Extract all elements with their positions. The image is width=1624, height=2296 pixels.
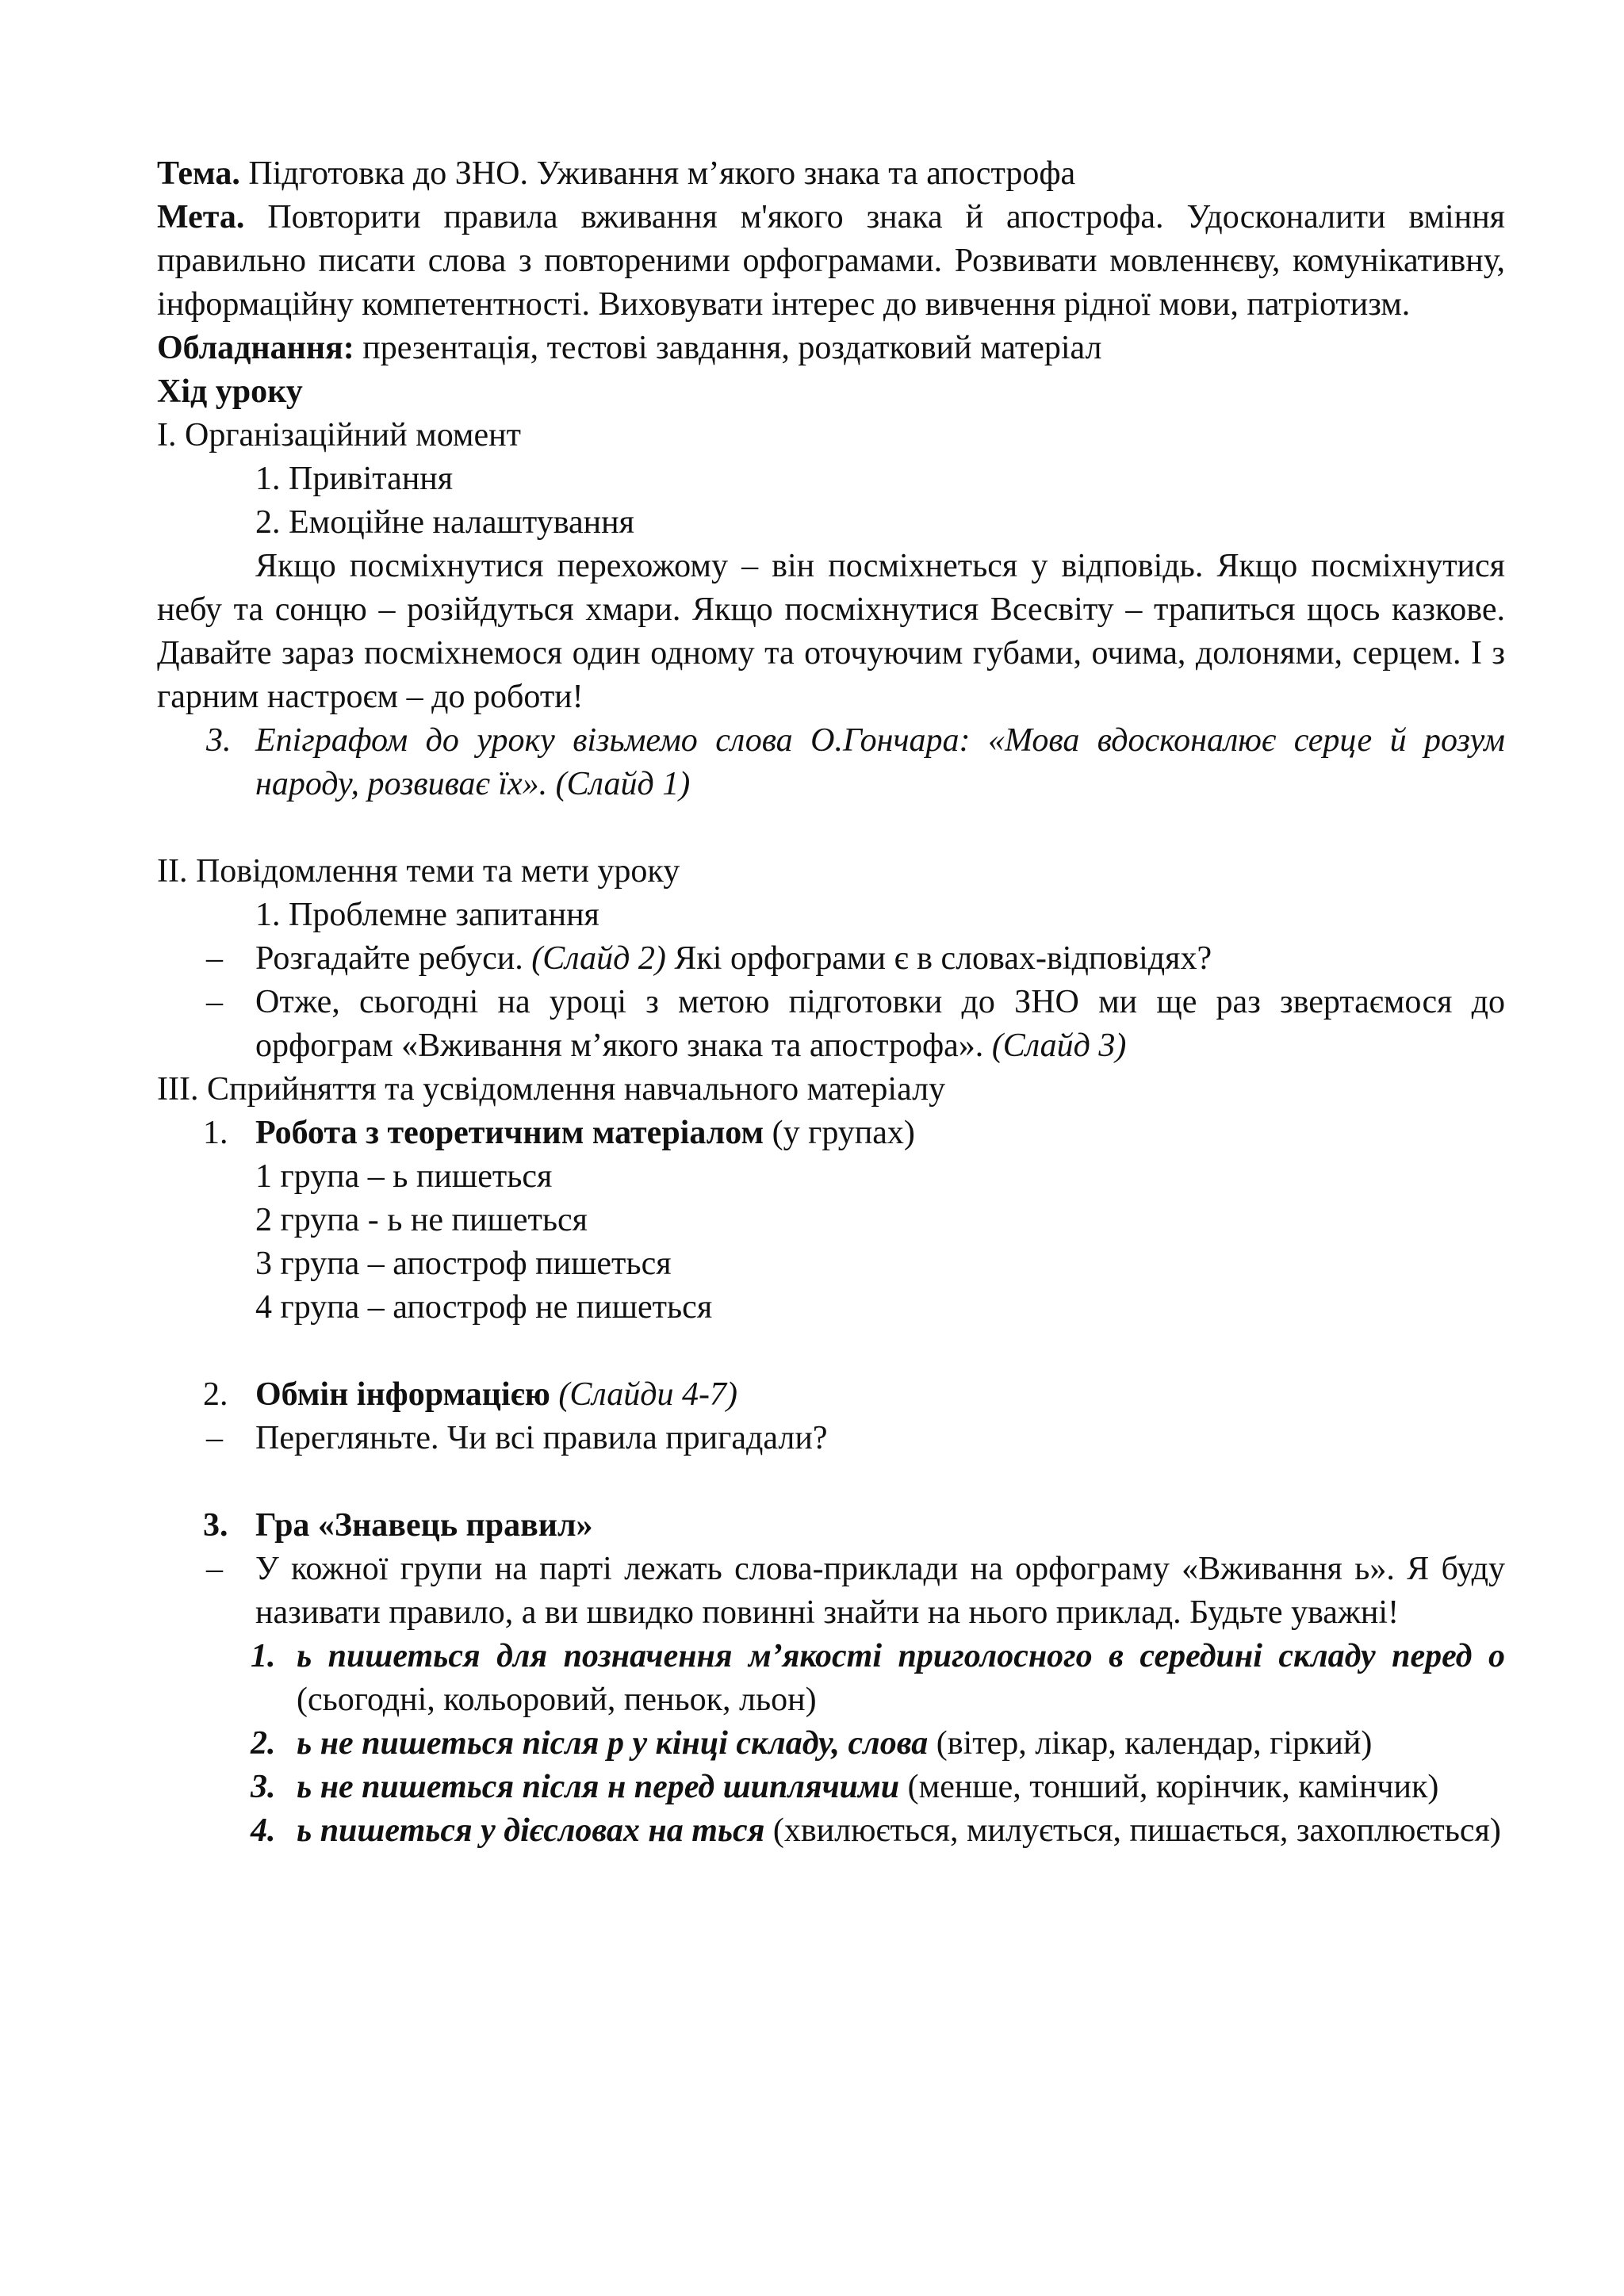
item-title: Обмін інформацією bbox=[255, 1376, 550, 1413]
item-number: 2. bbox=[203, 1376, 228, 1413]
item-note: (у групах) bbox=[764, 1115, 915, 1151]
dash-marker: – bbox=[206, 940, 223, 977]
rule-examples: (вітер, лікар, календар, гіркий) bbox=[928, 1725, 1373, 1762]
topic-line bbox=[157, 152, 1505, 196]
section-1-item-1: 1. Привітання bbox=[255, 461, 454, 497]
section-3-dash-item-1 bbox=[157, 1417, 1505, 1460]
item-number: 2. bbox=[251, 1725, 276, 1762]
slide-ref: (Слайди 4-7) bbox=[550, 1376, 737, 1413]
rule-text: ь не пишеться після н перед шиплячими bbox=[297, 1769, 900, 1805]
rule-text: ь не пишеться після р у кінці складу, слова bbox=[297, 1725, 929, 1762]
section-2-dash-item-2 bbox=[157, 981, 1505, 1068]
item-number: 1. bbox=[203, 1115, 228, 1151]
section-3-item-1 bbox=[157, 1112, 1505, 1155]
slide-ref: (Слайд 2) bbox=[531, 940, 666, 977]
rule-text: ь пишеться для позначення м’якості приголосного в середині складу перед о bbox=[297, 1638, 1505, 1674]
item-title: Робота з теоретичним матеріалом bbox=[255, 1115, 764, 1151]
spacer bbox=[157, 1460, 1505, 1504]
lesson-heading: Хід уроку bbox=[157, 373, 303, 410]
equipment-label: Обладнання: bbox=[157, 330, 354, 366]
goal-paragraph bbox=[157, 196, 1505, 327]
rule-examples: (менше, тонший, корінчик, камінчик) bbox=[899, 1769, 1439, 1805]
group-2-line: 2 група - ь не пишеться bbox=[255, 1202, 588, 1238]
rule-item-3 bbox=[157, 1766, 1505, 1809]
dash-marker: – bbox=[206, 1420, 223, 1456]
dash-item-text: Розгадайте ребуси. bbox=[255, 940, 532, 977]
rule-examples: (хвилюється, милується, пишається, захоплюється) bbox=[764, 1812, 1501, 1849]
section-2-title: ІІ. Повідомлення теми та мети уроку bbox=[157, 853, 680, 890]
spacer bbox=[157, 1330, 1505, 1373]
section-3-item-2 bbox=[157, 1373, 1505, 1417]
group-4-line: 4 група – апостроф не пишеться bbox=[255, 1289, 713, 1326]
section-2-item-1: 1. Проблемне запитання bbox=[255, 897, 599, 933]
rule-item-2 bbox=[157, 1722, 1505, 1766]
section-3-title: ІІІ. Сприйняття та усвідомлення навчального матеріалу bbox=[157, 1071, 946, 1108]
group-3-line: 3 група – апостроф пишеться bbox=[255, 1246, 672, 1282]
item-number: 3. bbox=[203, 1507, 228, 1544]
section-1-item-2: 2. Емоційне налаштування bbox=[255, 504, 634, 541]
item-number: 1. bbox=[251, 1638, 276, 1674]
item-title: Гра «Знавець правил» bbox=[255, 1507, 593, 1544]
equipment-line bbox=[157, 327, 1505, 370]
section-1-item-3 bbox=[157, 719, 1505, 806]
item-number: 3. bbox=[251, 1769, 276, 1805]
goal-label: Мета. bbox=[157, 199, 245, 235]
dash-marker: – bbox=[206, 984, 223, 1020]
dash-item-text: Які орфограми є в словах-відповідях? bbox=[665, 940, 1212, 977]
topic-text: Підготовка до ЗНО. Уживання м’якого знака та апострофа bbox=[239, 155, 1076, 192]
dash-item-text: Отже, сьогодні на уроці з метою підготовки до ЗНО ми ще раз звертаємося до орфограм «Вживання м’якого знака та апострофа». bbox=[255, 984, 1505, 1064]
dash-item-text: У кожної групи на парті лежать слова-приклади на орфограму «Вживання ь». Я буду називати правило, а ви швидко повинні знайти на нього приклад. Будьте уважні! bbox=[255, 1551, 1505, 1631]
goal-text: Повторити правила вживання м'якого знака й апострофа. Удосконалити вміння правильно писати слова з повтореними орфограмами. Розвивати мовленнєву, комунікативну, інформаційну компетентності. Виховувати інтерес до вивчення рідної мови, патріотизм. bbox=[157, 199, 1505, 323]
rule-text: ь пишеться у дієсловах на ться bbox=[297, 1812, 765, 1849]
rule-examples: (сьогодні, кольоровий, пеньок, льон) bbox=[297, 1682, 817, 1718]
section-1-title: І. Організаційний момент bbox=[157, 417, 521, 453]
equipment-text: презентація, тестові завдання, роздатковий матеріал bbox=[354, 330, 1102, 366]
dash-marker: – bbox=[206, 1551, 223, 1587]
rule-item-1 bbox=[157, 1635, 1505, 1722]
epigraph-text: Епіграфом до уроку візьмемо слова О.Гончара: «Мова вдосконалює серце й розум народу, розвиває їх». (Слайд 1) bbox=[255, 722, 1505, 802]
item-number: 4. bbox=[251, 1812, 276, 1849]
slide-ref: (Слайд 3) bbox=[991, 1027, 1127, 1064]
dash-item-text: Перегляньте. Чи всі правила пригадали? bbox=[255, 1420, 828, 1456]
section-1-paragraph: Якщо посміхнутися перехожому – він посміхнеться у відповідь. Якщо посміхнутися небу та сонцю – розійдуться хмари. Якщо посміхнутися Всесвіту – трапиться щось казкове. Давайте зараз посміхнемося один одному та оточуючим губами, очима, долонями, серцем. І з гарним настроєм – до роботи! bbox=[157, 548, 1505, 715]
topic-label: Тема. bbox=[157, 155, 240, 192]
item-number: 3. bbox=[206, 722, 232, 759]
rule-item-4 bbox=[157, 1809, 1505, 1853]
section-3-item-3 bbox=[157, 1504, 1505, 1548]
group-1-line: 1 група – ь пишеться bbox=[255, 1158, 553, 1195]
lesson-plan-page bbox=[157, 152, 1505, 1853]
spacer bbox=[157, 806, 1505, 850]
section-2-dash-item-1 bbox=[157, 937, 1505, 981]
section-3-dash-item-2 bbox=[157, 1548, 1505, 1635]
